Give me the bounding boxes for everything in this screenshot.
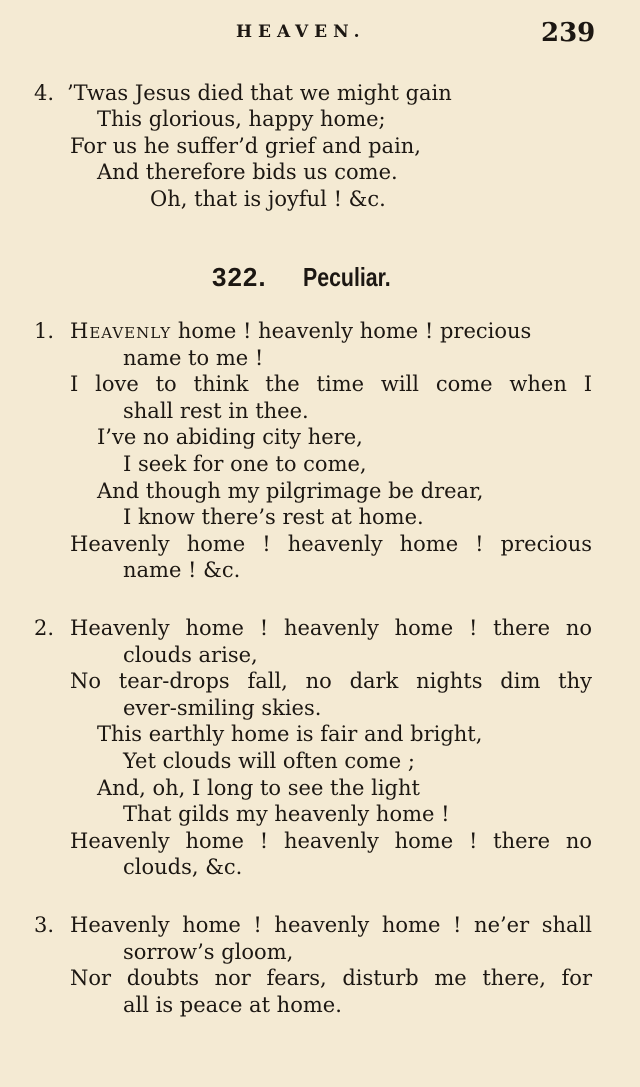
stanza-line: shall rest in thee. [123, 399, 309, 423]
stanza-line: And though my pilgrimage be drear, [97, 479, 484, 503]
stanza-line: This earthly home is fair and bright, [97, 722, 483, 746]
stanza-line: sorrow’s gloom, [123, 940, 294, 964]
stanza-line: Heavenly home ! heavenly home ! there no [70, 829, 592, 853]
page-number: 239 [541, 18, 596, 48]
running-head [0, 18, 640, 48]
stanza-line: Heavenly home ! heavenly home ! there no [70, 616, 592, 640]
running-title: HEAVEN. [236, 22, 366, 42]
stanza-line: Nor doubts nor fears, disturb me there, for [70, 966, 592, 990]
first-word: Heavenly [70, 319, 172, 343]
stanza-line: all is peace at home. [123, 993, 342, 1017]
hymn-meter: Peculiar. [303, 262, 391, 292]
hymn-number: 322. [212, 262, 267, 292]
stanza-line: name to me ! [123, 346, 264, 370]
verse-line: For us he suffer’d grief and pain, [70, 134, 421, 158]
stanza-number: 3. [34, 913, 55, 937]
hymn-heading [0, 262, 640, 298]
stanza-line: I love to think the time will come when I [70, 372, 592, 396]
stanza-line: I seek for one to come, [123, 452, 367, 476]
stanza-number: 2. [34, 616, 55, 640]
stanza-line: And, oh, I long to see the light [97, 776, 420, 800]
stanza-line: That gilds my heavenly home ! [123, 802, 450, 826]
verse-line: And therefore bids us come. [97, 160, 398, 184]
stanza-line: clouds arise, [123, 643, 258, 667]
stanza-line: No tear-drops fall, no dark nights dim thy [70, 669, 592, 693]
stanza-line: Heavenly home ! heavenly home ! ne’er shall [70, 913, 592, 937]
first-line-rest: home ! heavenly home ! precious [171, 319, 532, 343]
verse-line: Oh, that is joyful ! &c. [150, 187, 386, 211]
stanza-line: Yet clouds will often come ; [123, 749, 415, 773]
verse-line: ’Twas Jesus died that we might gain [67, 81, 452, 105]
verse-number: 4. [34, 81, 55, 105]
stanza-line: ever-smiling skies. [123, 696, 322, 720]
verse-line: This glorious, happy home; [97, 107, 386, 131]
stanza-line [70, 318, 531, 344]
stanza-line: I’ve no abiding city here, [97, 425, 363, 449]
stanza-line: I know there’s rest at home. [123, 505, 424, 529]
stanza-line: clouds, &c. [123, 855, 243, 879]
stanza-number: 1. [34, 319, 55, 343]
stanza-line: name ! &c. [123, 558, 241, 582]
stanza-line: Heavenly home ! heavenly home ! precious [70, 532, 592, 556]
